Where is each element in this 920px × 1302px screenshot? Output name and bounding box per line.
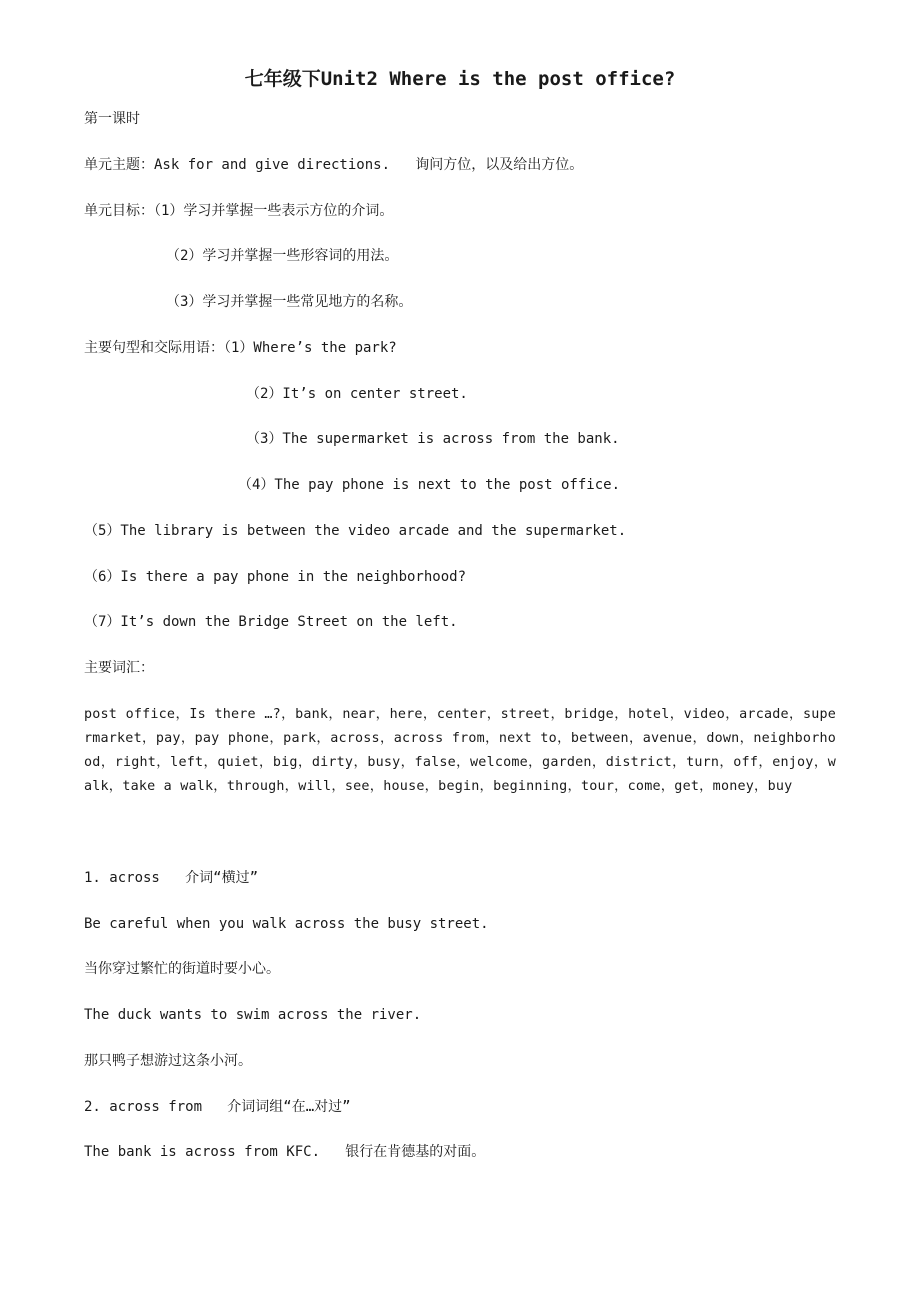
sentence-pattern-6: （6）Is there a pay phone in the neighborhood? (84, 569, 467, 585)
unit-theme: 单元主题：Ask for and give directions. 询问方位，以及给出方位。 (84, 157, 584, 173)
lesson-label: 第一课时 (84, 111, 140, 127)
point-2-example-1: The bank is across from KFC. 银行在肯德基的对面。 (84, 1144, 486, 1160)
unit-goal-3: （3）学习并掌握一些常见地方的名称。 (166, 294, 413, 310)
unit-goal-1: 单元目标：（1）学习并掌握一些表示方位的介词。 (84, 203, 394, 219)
sentence-pattern-1: 主要句型和交际用语：（1）Where’s the park? (84, 340, 397, 356)
sentence-pattern-3: （3）The supermarket is across from the bank. (246, 431, 620, 447)
point-2-heading: 2. across from 介词词组“在…对过” (84, 1099, 351, 1115)
point-1-heading: 1. across 介词“横过” (84, 870, 259, 886)
point-1-example-1-zh: 当你穿过繁忙的街道时要小心。 (84, 961, 280, 977)
sentence-pattern-5: （5）The library is between the video arcade and the supermarket. (84, 523, 627, 539)
point-1-example-2-en: The duck wants to swim across the river. (84, 1007, 422, 1023)
point-1-example-1-en: Be careful when you walk across the busy street. (84, 916, 489, 932)
point-1-example-2-zh: 那只鸭子想游过这条小河。 (84, 1053, 252, 1069)
page-title: 七年级下Unit2 Where is the post office? (244, 68, 676, 90)
vocab-list: post office，Is there …?，bank，near，here，center，street，bridge，hotel，video，arcade，supermarket，pay，pay phone，park，across，across from，next to，between，avenue，down，neighborhood，right，left，quiet，big，dirty，busy，false，welcome，garden，district，turn，off，enjoy，walk，take a walk，through，will，see，house，begin，beginning，tour，come，get，money，buy (84, 707, 836, 794)
unit-goal-2: （2）学习并掌握一些形容词的用法。 (166, 248, 399, 264)
sentence-pattern-2: （2）It’s on center street. (246, 386, 468, 402)
vocab-label: 主要词汇： (84, 660, 154, 676)
sentence-pattern-4: （4）The pay phone is next to the post office. (238, 477, 621, 493)
sentence-pattern-7: （7）It’s down the Bridge Street on the left. (84, 614, 458, 630)
